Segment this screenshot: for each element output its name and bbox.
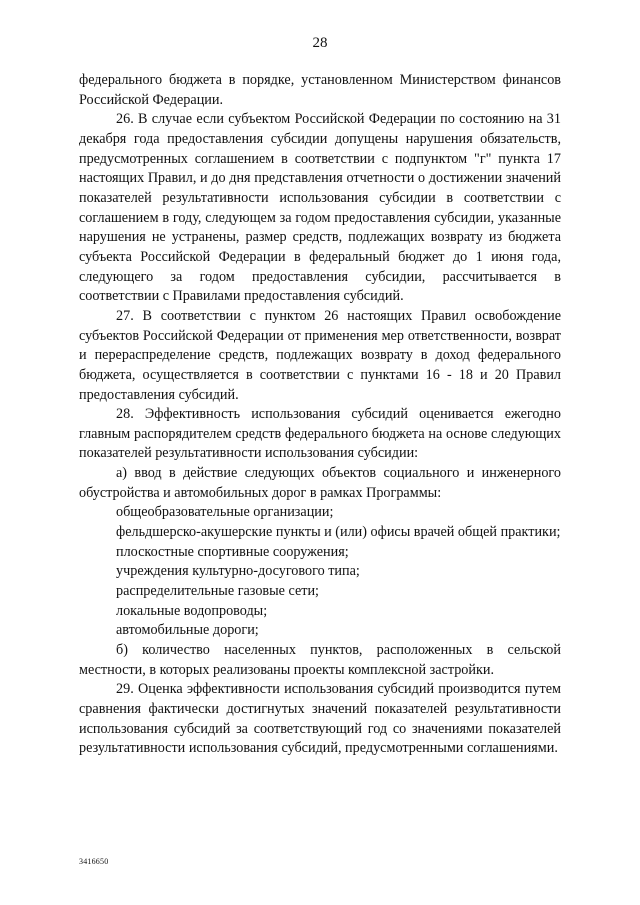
document-code: 3416650 <box>79 857 109 866</box>
subitem-a: а) ввод в действие следующих объектов социального и инженерного обустройства и автомобильных дорог в рамках Программы: <box>79 465 561 501</box>
subitem-b: б) количество населенных пунктов, расположенных в сельской местности, в которых реализованы проекты комплексной застройки. <box>79 642 561 678</box>
paragraph-28: 28. Эффективность использования субсидий оценивается ежегодно главным распорядителем средств федерального бюджета на основе следующих показателей результативности использования субсидии: <box>79 406 561 462</box>
page-number: 28 <box>312 35 328 51</box>
paragraph-29: 29. Оценка эффективности использования субсидий производится путем сравнения фактически достигнутых значений показателей результативности использования субсидий за соответствующий год со значениями показателей результативности использования субсидий, предусмотренными соглашениями. <box>79 681 561 757</box>
document-body <box>79 71 561 759</box>
paragraph-27: 27. В соответствии с пунктом 26 настоящих Правил освобождение субъектов Российской Федерации от применения мер ответственности, возврат и перераспределение средств, подлежащих возврату в доход федерального бюджета, осуществляется в соответствии с пунктами 16 - 18 и 20 Правил предоставления субсидий. <box>79 307 561 403</box>
list-item: автомобильные дороги; <box>116 622 259 639</box>
list-item: локальные водопроводы; <box>116 602 268 619</box>
paragraph-26: 26. В случае если субъектом Российской Федерации по состоянию на 31 декабря года предоставления субсидии допущены нарушения обязательств, предусмотренных соглашением в соответствии с подпунктом "г" пункта 17 настоящих Правил, и до дня представления отчетности о достижении значений показателей результативности использования субсидии в соответствии с соглашением в году, следующем за годом предоставления субсидии, указанные нарушения не устранены, размер средств, подлежащих возврату из бюджета субъекта Российской Федерации в федеральный бюджет до 1 июня года, следующего за годом предоставления субсидии, рассчитывается в соответствии с Правилами предоставления субсидий. <box>79 111 561 305</box>
list-item: общеобразовательные организации; <box>116 504 334 521</box>
list-item: распределительные газовые сети; <box>116 583 319 600</box>
list-item: учреждения культурно-досугового типа; <box>116 563 360 580</box>
list-item: фельдшерско-акушерские пункты и (или) офисы врачей общей практики; <box>116 524 561 541</box>
list-item: плоскостные спортивные сооружения; <box>116 543 349 560</box>
paragraph-continuation: федерального бюджета в порядке, установленном Министерством финансов Российской Федерации. <box>79 72 561 108</box>
